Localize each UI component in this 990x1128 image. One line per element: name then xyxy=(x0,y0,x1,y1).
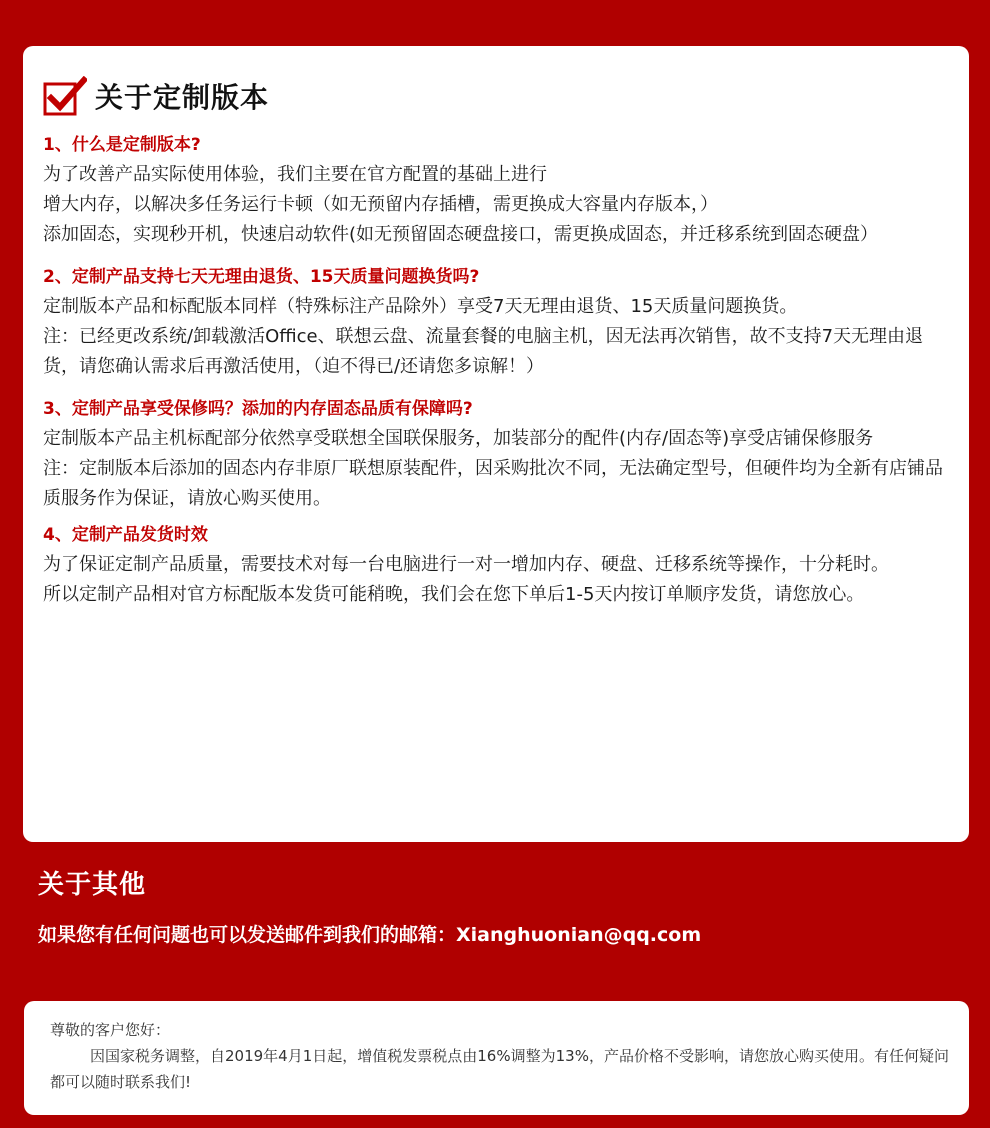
contact-email-text: 如果您有任何问题也可以发送邮件到我们的邮箱：Xianghuonian@qq.com xyxy=(38,924,702,946)
tax-notice xyxy=(24,1001,969,1115)
faq-question: 4、定制产品发货时效 xyxy=(43,525,208,545)
faq-answer-line: 所以定制产品相对官方标配版本发货可能稍晚，我们会在您下单后1-5天内按订单顺序发货，请您放心。 xyxy=(43,584,865,605)
faq-section-3 xyxy=(43,394,949,514)
notice-body: 因国家税务调整，自2019年4月1日起，增值税发票税点由16%调整为13%，产品价格不受影响，请您放心购买使用。有任何疑问都可以随时联系我们! xyxy=(50,1047,949,1091)
faq-answer-line: 添加固态，实现秒开机，快速启动软件(如无预留固态硬盘接口，需更换成固态，并迁移系统到固态硬盘） xyxy=(43,224,879,245)
faq-question: 2、定制产品支持七天无理由退货、15天质量问题换货吗? xyxy=(43,267,480,287)
card-title: 关于定制版本 xyxy=(95,81,270,114)
card-header xyxy=(43,74,949,118)
faq-section-2 xyxy=(43,262,949,382)
faq-question: 1、什么是定制版本? xyxy=(43,135,201,155)
faq-answer-line: 增大内存，以解决多任务运行卡顿（如无预留内存插槽，需更换成大容量内存版本，） xyxy=(43,194,718,215)
faq-answer-line: 为了改善产品实际使用体验，我们主要在官方配置的基础上进行 xyxy=(43,164,547,185)
other-title: 关于其他 xyxy=(38,870,147,900)
notice-greeting: 尊敬的客户您好： xyxy=(50,1021,171,1039)
faq-answer-line: 为了保证定制产品质量，需要技术对每一台电脑进行一对一增加内存、硬盘、迁移系统等操作，十分耗时。 xyxy=(43,554,889,575)
faq-section-4 xyxy=(43,520,949,610)
faq-answer-line: 注：已经更改系统/卸载激活Office、联想云盘、流量套餐的电脑主机，因无法再次销售，故不支持7天无理由退货，请您确认需求后再激活使用，（迫不得已/还请您多谅解！） xyxy=(43,326,924,377)
faq-answer-line: 注：定制版本后添加的固态内存非原厂联想原装配件，因采购批次不同，无法确定型号，但硬件均为全新有店铺品质服务作为保证，请放心购买使用。 xyxy=(43,458,943,509)
faq-question: 3、定制产品享受保修吗？添加的内存固态品质有保障吗? xyxy=(43,399,473,419)
faq-answer-line: 定制版本产品主机标配部分依然享受联想全国联保服务，加装部分的配件(内存/固态等)享受店铺保修服务 xyxy=(43,428,874,449)
faq-answer-line: 定制版本产品和标配版本同样（特殊标注产品除外）享受7天无理由退货、15天质量问题换货。 xyxy=(43,296,798,317)
custom-version-card xyxy=(23,46,969,842)
faq-section-1 xyxy=(43,130,949,250)
checkbox-checked-icon xyxy=(43,76,87,116)
